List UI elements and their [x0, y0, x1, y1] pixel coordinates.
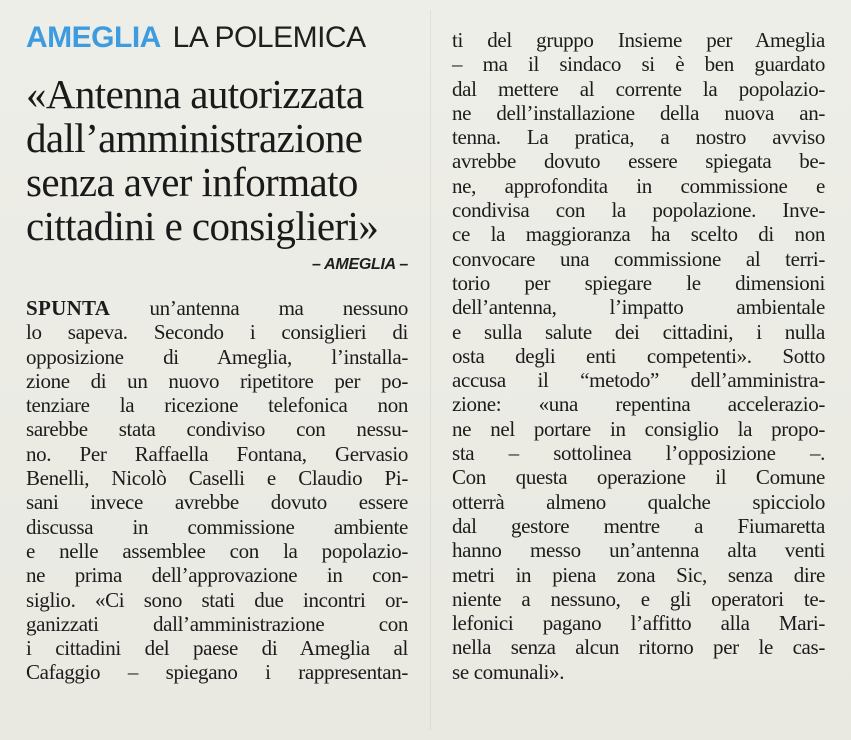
article-line: siglio. «Ci sono stati due incontri or- [26, 587, 408, 612]
article-line: se comunali». [452, 659, 565, 684]
article-line: – ma il sindaco si è ben guardato [452, 52, 825, 77]
kicker-place: AMEGLIA [26, 21, 161, 54]
article-column-left [26, 296, 408, 685]
article-line: ne prima dell’approvazione in con- [26, 563, 408, 588]
article-line [26, 296, 408, 320]
article-line: dell’antenna, l’impatto ambientale [452, 295, 825, 320]
article-line: ce la maggioranza ha scelto di non [452, 222, 825, 247]
article-line: discussa in commissione ambiente [26, 514, 408, 539]
article-line: ne, approfondita in commissione e [452, 173, 825, 198]
headline-line: senza aver informato [26, 159, 358, 205]
article-line: e nelle assemblee con la popolazio- [26, 538, 408, 563]
headline-line: «Antenna autorizzata [26, 71, 364, 117]
article-line: zione: «una repentina accelerazio- [452, 392, 825, 417]
article-line: avrebbe dovuto essere spiegata be- [452, 149, 825, 174]
article-line: dal gestore mentre a Fiumaretta [452, 513, 825, 538]
article-line: condivisa con la popolazione. Inve- [452, 198, 825, 223]
article-line: ne nel portare in consiglio la propo- [452, 416, 825, 441]
article-column-right [452, 28, 825, 684]
article-line: torio per spiegare le dimensioni [452, 270, 825, 295]
headline-line: cittadini e consiglieri» [26, 203, 379, 249]
article-line: e sulla salute dei cittadini, i nulla [452, 319, 825, 344]
article-line: niente a nessuno, e gli operatori te- [452, 586, 825, 611]
article-line: no. Per Raffaella Fontana, Gervasio [26, 441, 408, 466]
article-line: nella senza alcun ritorno per le cas- [452, 635, 825, 660]
article-line: Con questa operazione il Comune [452, 465, 825, 490]
article-line: opposizione di Ameglia, l’installa- [26, 344, 408, 369]
article-line: osta degli enti competenti». Sotto [452, 343, 825, 368]
article-line: lo sapeva. Secondo i consiglieri di [26, 320, 408, 345]
lead-line-rest: un’antenna ma nessuno [110, 296, 408, 320]
article-line: accusa il “metodo” dell’amministra- [452, 368, 825, 393]
article-line: tenziare la ricezione telefonica non [26, 393, 408, 418]
headline [26, 72, 411, 248]
kicker-topic: LA POLEMICA [172, 21, 366, 54]
article-line: ne dell’installazione della nuova an- [452, 100, 825, 125]
article-line: Cafaggio – spiegano i rappresentan- [26, 660, 408, 685]
lead-word: SPUNTA [26, 296, 111, 320]
article-line: tenna. La pratica, a nostro avviso [452, 125, 825, 150]
article-line: otterrà almeno qualche spicciolo [452, 489, 825, 514]
article-line: ganizzati dall’amministrazione con [26, 611, 408, 636]
article-line: i cittadini del paese di Ameglia al [26, 636, 408, 661]
headline-line: dall’amministrazione [26, 115, 363, 161]
article-line: zione di un nuovo ripetitore per po- [26, 368, 408, 393]
column-divider [430, 10, 431, 730]
article-line: hanno messo un’antenna alta venti [452, 538, 825, 563]
article-line: lefonici pagano l’affitto alla Mari- [452, 611, 825, 636]
article-line: Benelli, Nicolò Caselli e Claudio Pi- [26, 466, 408, 491]
section-kicker [26, 20, 366, 56]
article-line: sarebbe stata condiviso con nessu- [26, 417, 408, 442]
article-line: sani invece avrebbe dovuto essere [26, 490, 408, 515]
article-line: ti del gruppo Insieme per Ameglia [452, 28, 825, 52]
dateline: – AMEGLIA – [312, 256, 408, 273]
article-line: dal mettere al corrente la popolazio- [452, 76, 825, 101]
article-line: sta – sottolinea l’opposizione –. [452, 441, 825, 466]
article-line: metri in piena zona Sic, senza dire [452, 562, 825, 587]
article-line: convocare una commissione al terri- [452, 246, 825, 271]
